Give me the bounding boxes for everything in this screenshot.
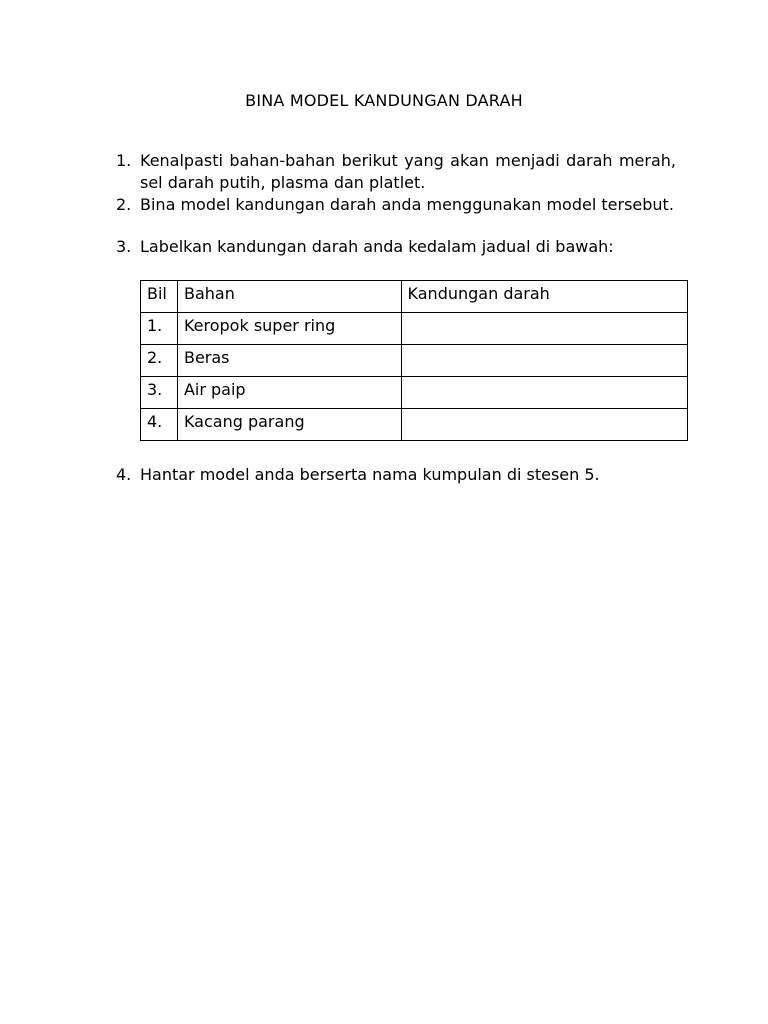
header-bil: Bil xyxy=(141,281,178,313)
cell-kandungan-darah[interactable] xyxy=(401,409,687,441)
instruction-text: Labelkan kandungan darah anda kedalam jadual di bawah: xyxy=(140,237,614,256)
materials-table xyxy=(140,280,688,441)
cell-bahan: Keropok super ring xyxy=(177,313,401,345)
instruction-text: Hantar model anda berserta nama kumpulan di stesen 5. xyxy=(140,465,600,484)
cell-kandungan-darah[interactable] xyxy=(401,377,687,409)
instruction-text: Bina model kandungan darah anda menggunakan model tersebut. xyxy=(140,195,674,214)
cell-bil: 4. xyxy=(141,409,178,441)
header-bahan: Bahan xyxy=(177,281,401,313)
instruction-item xyxy=(116,464,676,486)
table-row xyxy=(141,345,688,377)
cell-bil: 2. xyxy=(141,345,178,377)
cell-bahan: Kacang parang xyxy=(177,409,401,441)
table-row xyxy=(141,313,688,345)
cell-bahan: Beras xyxy=(177,345,401,377)
cell-bahan: Air paip xyxy=(177,377,401,409)
instruction-number: 2. xyxy=(116,195,132,214)
table-row xyxy=(141,377,688,409)
page-title: BINA MODEL KANDUNGAN DARAH xyxy=(245,91,523,110)
instruction-item xyxy=(116,194,676,216)
table-row xyxy=(141,409,688,441)
table-header-row xyxy=(141,281,688,313)
instruction-number: 4. xyxy=(116,465,132,484)
cell-kandungan-darah[interactable] xyxy=(401,313,687,345)
cell-kandungan-darah[interactable] xyxy=(401,345,687,377)
cell-bil: 3. xyxy=(141,377,178,409)
instruction-item xyxy=(116,150,676,194)
instruction-item xyxy=(116,236,676,258)
instruction-number: 1. xyxy=(116,151,132,170)
instruction-text: Kenalpasti bahan-bahan berikut yang akan menjadi darah merah, sel darah putih, plasma dan platlet. xyxy=(140,151,676,192)
cell-bil: 1. xyxy=(141,313,178,345)
instruction-number: 3. xyxy=(116,237,132,256)
header-kandungan-darah: Kandungan darah xyxy=(401,281,687,313)
